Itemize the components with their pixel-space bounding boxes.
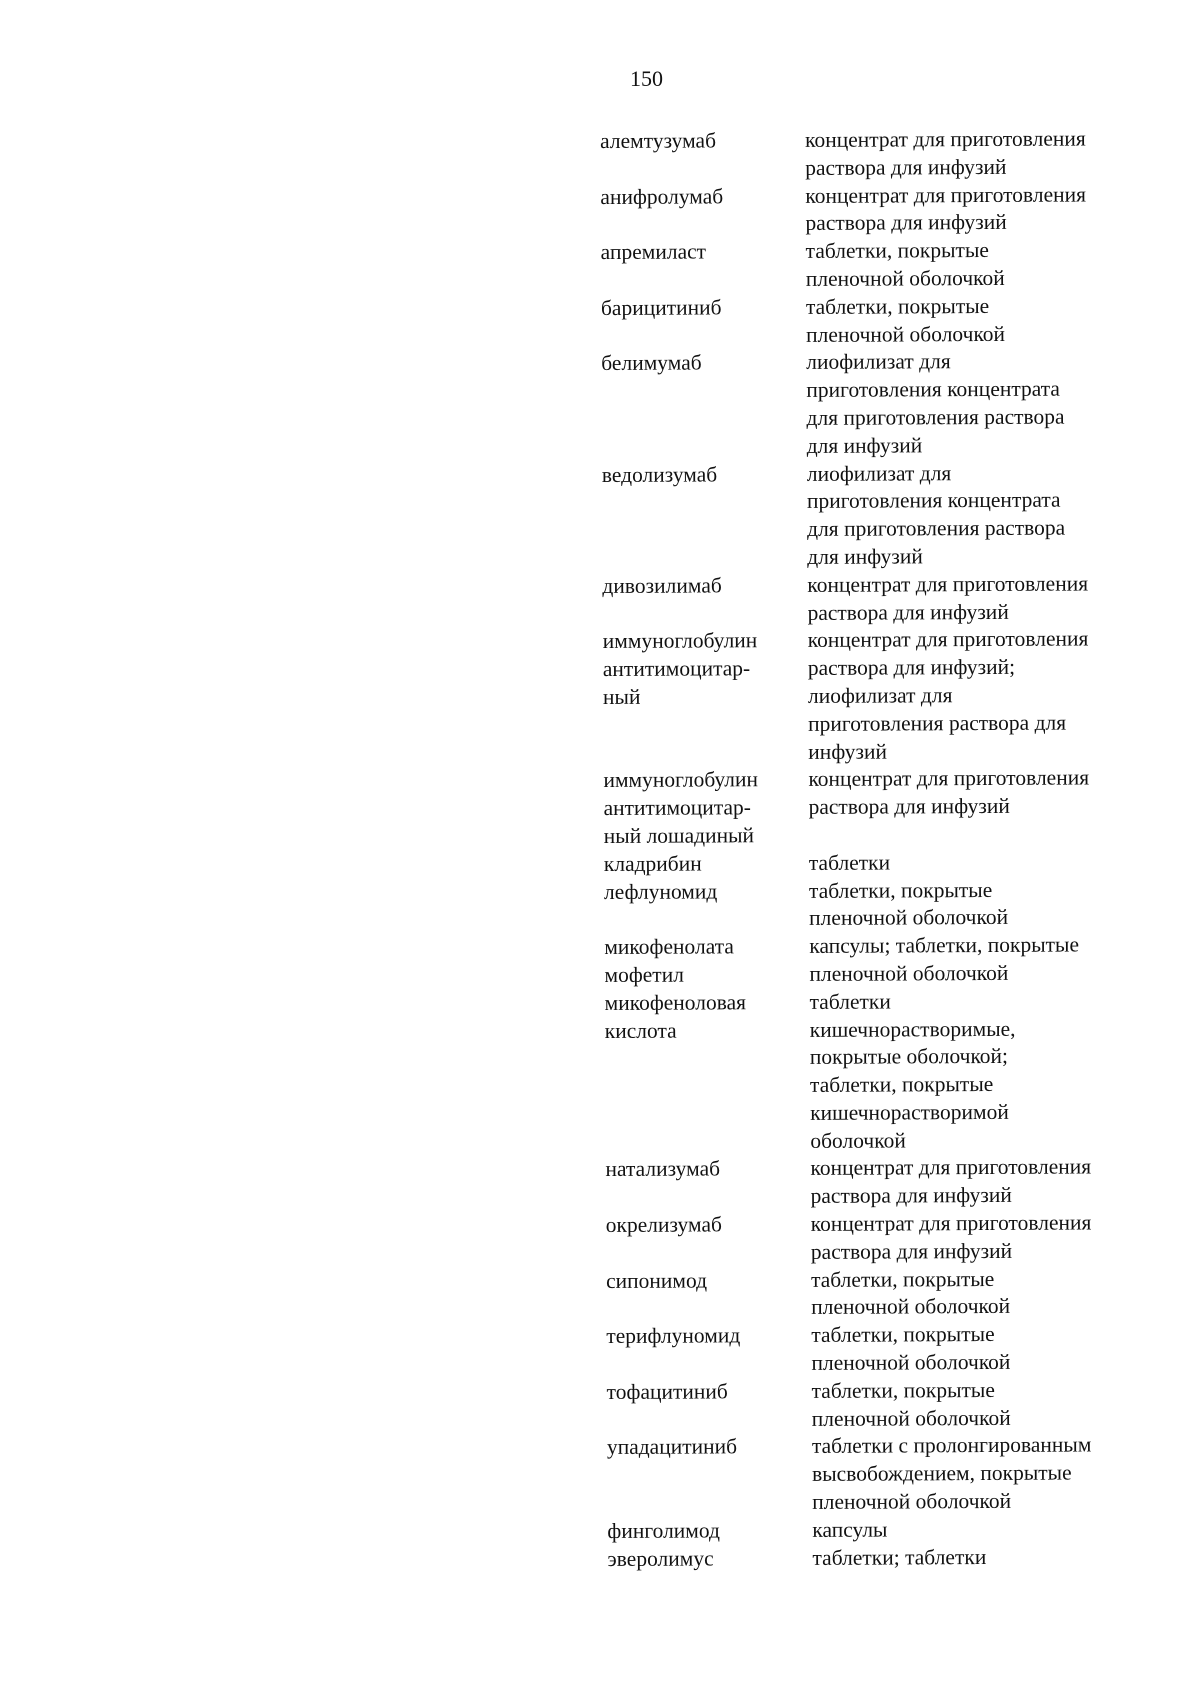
table-row (607, 1543, 1167, 1574)
dosage-form-line: пленочной оболочкой (805, 265, 1005, 291)
dosage-form (808, 625, 1149, 766)
drug-name-line: кладрибин (603, 851, 702, 876)
table-row (607, 1432, 1167, 1518)
dosage-form-line: концентрат для приготовления (805, 126, 1086, 152)
dosage-form-line: раствора для инфузий (810, 1183, 1012, 1209)
dosage-form-line: для приготовления раствора (807, 515, 1066, 542)
table-row (605, 987, 1166, 1157)
drug-name (602, 460, 808, 572)
drug-name (606, 1211, 811, 1268)
drug-name (605, 1155, 810, 1212)
drug-name-line: ный (602, 684, 641, 709)
table-row (602, 570, 1162, 629)
dosage-form-line: раствора для инфузий (810, 1238, 1013, 1264)
dosage-form-line: раствора для инфузий (805, 210, 1007, 236)
dosage-form-line: таблетки; таблетки (812, 1544, 987, 1570)
dosage-form-line: приготовления раствора для (808, 710, 1067, 736)
table-row (607, 1376, 1167, 1435)
dosage-form-line: концентрат для приготовления (810, 1210, 1092, 1236)
dosage-form-line: инфузий (808, 739, 888, 764)
drug-name-line: эверолимус (607, 1546, 714, 1571)
drug-name (604, 850, 809, 879)
drug-name (603, 627, 809, 767)
drug-name-line: лефлуномид (603, 878, 718, 904)
dosage-form (806, 292, 1146, 349)
dosage-form-line: пленочной оболочкой (811, 1294, 1011, 1320)
dosage-form-line: концентрат для приготовления (807, 571, 1089, 597)
table-row (600, 125, 1160, 184)
dosage-form-line: концентрат для приготовления (805, 182, 1087, 208)
dosage-form (810, 987, 1151, 1156)
dosage-form-line: для инфузий (807, 544, 923, 569)
drug-name-line: окрелизумаб (605, 1212, 722, 1238)
dosage-form (808, 764, 1148, 849)
dosage-form-line: пленочной оболочкой (811, 1349, 1011, 1375)
dosage-form-line: раствора для инфузий; (807, 654, 1016, 681)
dosage-form-line: таблетки, покрытые (805, 238, 989, 264)
dosage-form-line: раствора для инфузий (807, 599, 1009, 625)
drug-name (601, 238, 806, 295)
dosage-form-line: концентрат для приготовления (808, 765, 1090, 792)
dosage-form-line: покрытые оболочкой; (809, 1044, 1009, 1070)
drug-name-line: тофацитиниб (606, 1379, 728, 1404)
dosage-form (809, 931, 1149, 988)
drug-name (601, 294, 806, 351)
drug-name-line: натализумаб (605, 1156, 721, 1182)
dosage-form-line: концентрат для приготовления (807, 626, 1089, 653)
table-row (607, 1515, 1167, 1546)
dosage-form (806, 348, 1147, 461)
drug-name-line: кислота (604, 1018, 677, 1043)
table-row (601, 292, 1161, 351)
drug-name-line: ведолизумаб (601, 461, 718, 487)
drug-name (607, 1545, 812, 1574)
dosage-form-line: раствора для инфузий (805, 154, 1007, 180)
drug-name-line: упадацитиниб (606, 1434, 738, 1460)
drug-name-line: антитимоцитар- (602, 656, 751, 682)
drug-name-line: микофенолата (604, 934, 734, 960)
dosage-form-line: таблетки, покрытые (811, 1322, 995, 1348)
dosage-form-line: таблетки с пролонгированным (811, 1432, 1092, 1459)
table-row (600, 181, 1160, 240)
drug-name-line: иммуноглобулин (602, 628, 758, 654)
dosage-form-line (809, 820, 1149, 850)
dosage-form (810, 1154, 1150, 1211)
drug-name (600, 183, 805, 240)
drug-name (604, 877, 809, 934)
drug-name-line: барицитиниб (600, 295, 722, 320)
dosage-form-line: пленочной оболочкой (811, 1405, 1011, 1431)
drug-name-line: мофетил (604, 962, 684, 987)
drug-name (602, 572, 807, 629)
drug-name-line: алемтузумаб (600, 128, 717, 153)
dosage-form-line: пленочной оболочкой (809, 960, 1009, 986)
dosage-form (807, 459, 1148, 572)
drug-name (607, 1378, 812, 1435)
dosage-form-line: приготовления концентрата (806, 376, 1060, 403)
dosage-form-line: кишечнорастворимой (810, 1099, 1009, 1125)
table-row (601, 347, 1162, 461)
dosage-form (806, 236, 1146, 293)
drug-name-line: сипонимод (605, 1268, 708, 1293)
drug-name (607, 1517, 812, 1546)
table-row (604, 848, 1164, 879)
dosage-form-line: для приготовления раствора (806, 404, 1065, 430)
dosage-form-line: пленочной оболочкой (812, 1488, 1012, 1514)
table-row (604, 931, 1164, 990)
drug-name-line: микофеноловая (604, 989, 747, 1015)
dosage-form (812, 1376, 1152, 1433)
dosage-form-line: лиофилизат для (806, 460, 952, 486)
dosage-form-line: высвобождением, покрытые (811, 1460, 1072, 1487)
dosage-form (809, 848, 1149, 878)
table-row (606, 1320, 1166, 1379)
table-row (605, 1154, 1165, 1213)
drug-name (606, 1267, 811, 1324)
drug-name-line: терифлуномид (606, 1323, 741, 1349)
dosage-form-line: таблетки (808, 850, 891, 875)
dosage-form-line: кишечнорастворимые, (809, 1016, 1016, 1042)
drug-name-line: анифролумаб (600, 183, 724, 209)
table-row (604, 876, 1164, 935)
dosage-form-line: концентрат для приготовления (810, 1154, 1092, 1181)
dosage-form-line: капсулы; таблетки, покрытые (809, 932, 1080, 959)
dosage-form-line: таблетки, покрытые (805, 293, 990, 319)
dosage-form (807, 570, 1147, 627)
dosage-form-line: пленочной оболочкой (809, 905, 1009, 931)
drug-name-line: апремиласт (600, 239, 707, 265)
dosage-form-line: раствора для инфузий (808, 793, 1010, 820)
table-row (601, 236, 1161, 295)
drug-name (603, 766, 808, 850)
drug-name-line: ный лошадиный (603, 823, 755, 848)
table-row (603, 625, 1164, 767)
dosage-form (805, 125, 1145, 182)
dosage-form (812, 1432, 1152, 1517)
drug-name (601, 349, 807, 461)
drug-table (600, 125, 1168, 1573)
dosage-form (809, 876, 1149, 933)
drug-name (606, 1322, 811, 1379)
dosage-form-line: приготовления концентрата (806, 487, 1061, 514)
dosage-form (805, 181, 1145, 238)
dosage-form (811, 1209, 1151, 1266)
dosage-form-line: таблетки, покрытые (811, 1377, 995, 1403)
table-row (606, 1265, 1166, 1324)
dosage-form-line: лиофилизат для (807, 683, 953, 708)
drug-name (605, 989, 811, 1157)
drug-name-line: антитимоцитар- (603, 795, 751, 821)
dosage-form (811, 1265, 1151, 1322)
dosage-form-line: таблетки, покрытые (810, 1266, 995, 1292)
table-row (603, 764, 1163, 850)
drug-name-line: белимумаб (601, 350, 702, 376)
drug-name-line: дивозилимаб (602, 573, 722, 598)
dosage-form-line: для инфузий (806, 433, 923, 458)
drug-name (607, 1433, 812, 1517)
drug-name-line: иммуноглобулин (603, 767, 759, 793)
dosage-form (812, 1543, 1152, 1573)
table-row (606, 1209, 1166, 1268)
dosage-form-line: лиофилизат для (806, 349, 951, 375)
drug-name-line: финголимод (607, 1518, 721, 1543)
dosage-form-line: таблетки, покрытые (808, 877, 993, 903)
dosage-form (811, 1320, 1151, 1377)
dosage-form-line: пленочной оболочкой (806, 321, 1006, 347)
table-row (602, 459, 1163, 573)
dosage-form-line: капсулы (812, 1517, 888, 1542)
dosage-form-line: таблетки (809, 989, 891, 1014)
drug-name (600, 127, 805, 184)
dosage-form-line: оболочкой (810, 1128, 906, 1153)
drug-name (604, 933, 809, 990)
page-number: 150 (630, 66, 663, 91)
dosage-form-line: таблетки, покрытые (809, 1072, 994, 1098)
dosage-form (812, 1515, 1152, 1545)
